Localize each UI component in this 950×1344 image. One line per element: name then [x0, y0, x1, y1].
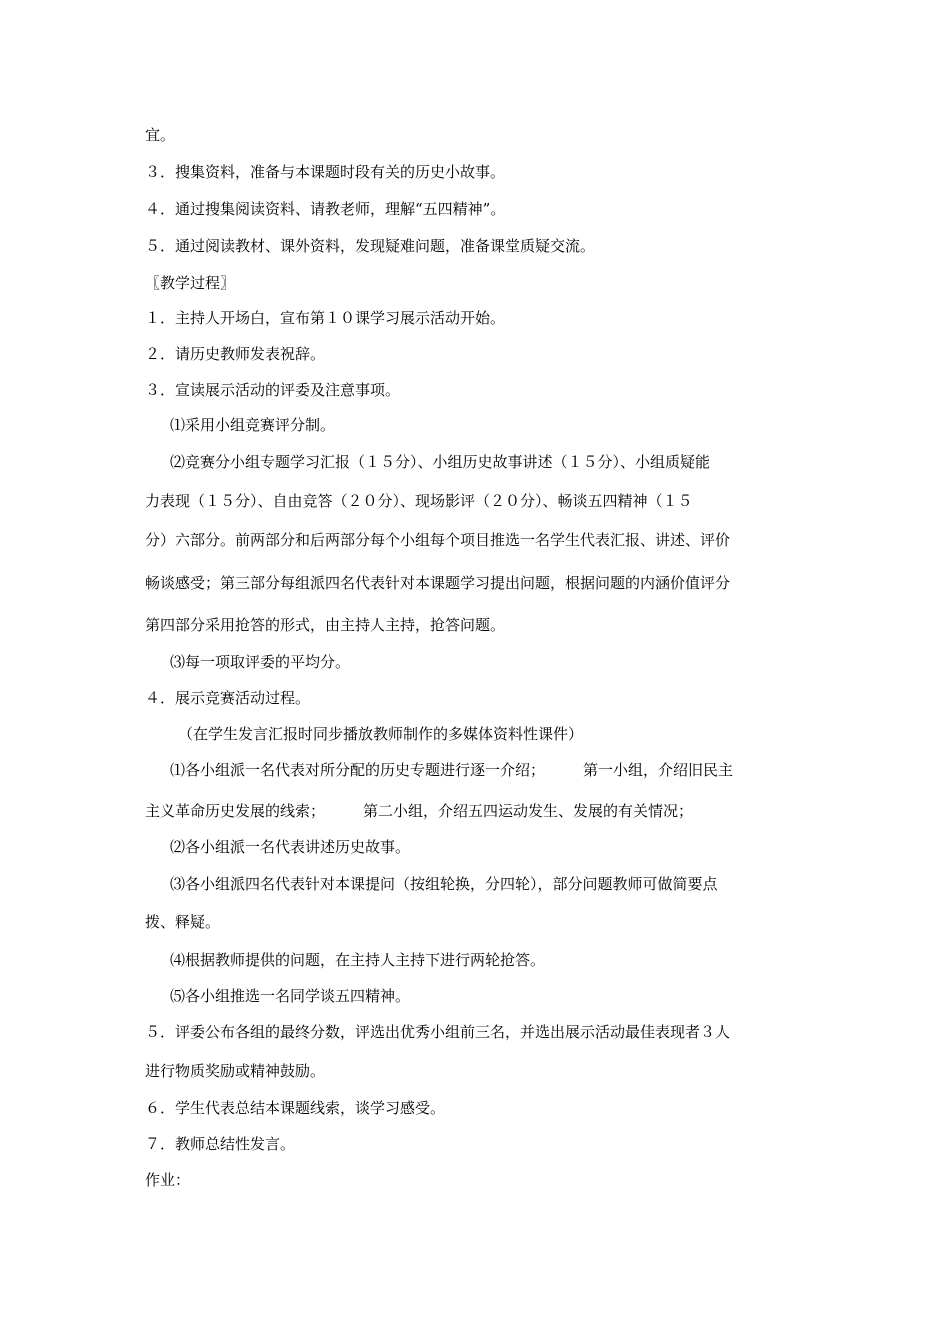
list-item-3b: ３．宣读展示活动的评委及注意事项。 — [145, 381, 401, 399]
text-part: ⑴各小组派一名代表对所分配的历史专题进行逐一介绍； — [170, 761, 546, 779]
list-item-2: ２．请历史教师发表祝辞。 — [145, 345, 326, 363]
text-part: 第二小组，介绍五四运动发生、发展的有关情况； — [363, 802, 694, 820]
sub-item-2: ⑵竞赛分小组专题学习汇报（１５分）、小组历史故事讲述（１５分）、小组质疑能 — [170, 453, 711, 471]
sub-item-2b: ⑵各小组派一名代表讲述历史故事。 — [170, 838, 411, 856]
text-line: 拨、释疑。 — [145, 913, 221, 931]
text-line: 宜。 — [145, 126, 176, 144]
section-heading: 〖教学过程〗 — [145, 274, 236, 292]
list-item-6: ６．学生代表总结本课题线索，谈学习感受。 — [145, 1099, 446, 1117]
list-item-7: ７．教师总结性发言。 — [145, 1135, 296, 1153]
text-line: 进行物质奖励或精神鼓励。 — [145, 1062, 326, 1080]
text-line: 力表现（１５分）、自由竞答（２０分）、现场影评（２０分）、畅谈五四精神（１５ — [145, 492, 693, 510]
list-item-4: ４．通过搜集阅读资料、请教老师，理解“五四精神”。 — [145, 200, 506, 218]
text-part: 第一小组，介绍旧民主 — [583, 761, 734, 779]
text-line — [145, 801, 820, 821]
sub-item-5: ⑸各小组推选一名同学谈五四精神。 — [170, 987, 411, 1005]
list-item-5b: ５．评委公布各组的最终分数，评选出优秀小组前三名，并选出展示活动最佳表现者３人 — [145, 1023, 731, 1041]
sub-item-3b: ⑶各小组派四名代表针对本课提问（按组轮换，分四轮），部分问题教师可做简要点 — [170, 875, 718, 893]
homework-label: 作业： — [145, 1171, 191, 1189]
list-item-3: ３．搜集资料，准备与本课题时段有关的历史小故事。 — [145, 163, 506, 181]
list-item-1: １．主持人开场白，宣布第１０课学习展示活动开始。 — [145, 309, 506, 327]
sub-item-1: ⑴采用小组竞赛评分制。 — [170, 416, 336, 434]
note-line: （在学生发言汇报时同步播放教师制作的多媒体资料性课件） — [178, 725, 584, 743]
list-item-4b: ４．展示竞赛活动过程。 — [145, 689, 311, 707]
sub-item-1b — [170, 760, 845, 780]
sub-item-4: ⑷根据教师提供的问题，在主持人主持下进行两轮抢答。 — [170, 951, 546, 969]
text-line: 分）六部分。前两部分和后两部分每个小组每个项目推选一名学生代表汇报、讲述、评价 — [145, 531, 731, 549]
text-line: 畅谈感受；第三部分每组派四名代表针对本课题学习提出问题，根据问题的内涵价值评分 — [145, 574, 731, 592]
sub-item-3: ⑶每一项取评委的平均分。 — [170, 653, 351, 671]
text-line: 第四部分采用抢答的形式，由主持人主持，抢答问题。 — [145, 616, 506, 634]
list-item-5: ５．通过阅读教材、课外资料，发现疑难问题，准备课堂质疑交流。 — [145, 237, 596, 255]
text-part: 主义革命历史发展的线索； — [145, 802, 326, 820]
